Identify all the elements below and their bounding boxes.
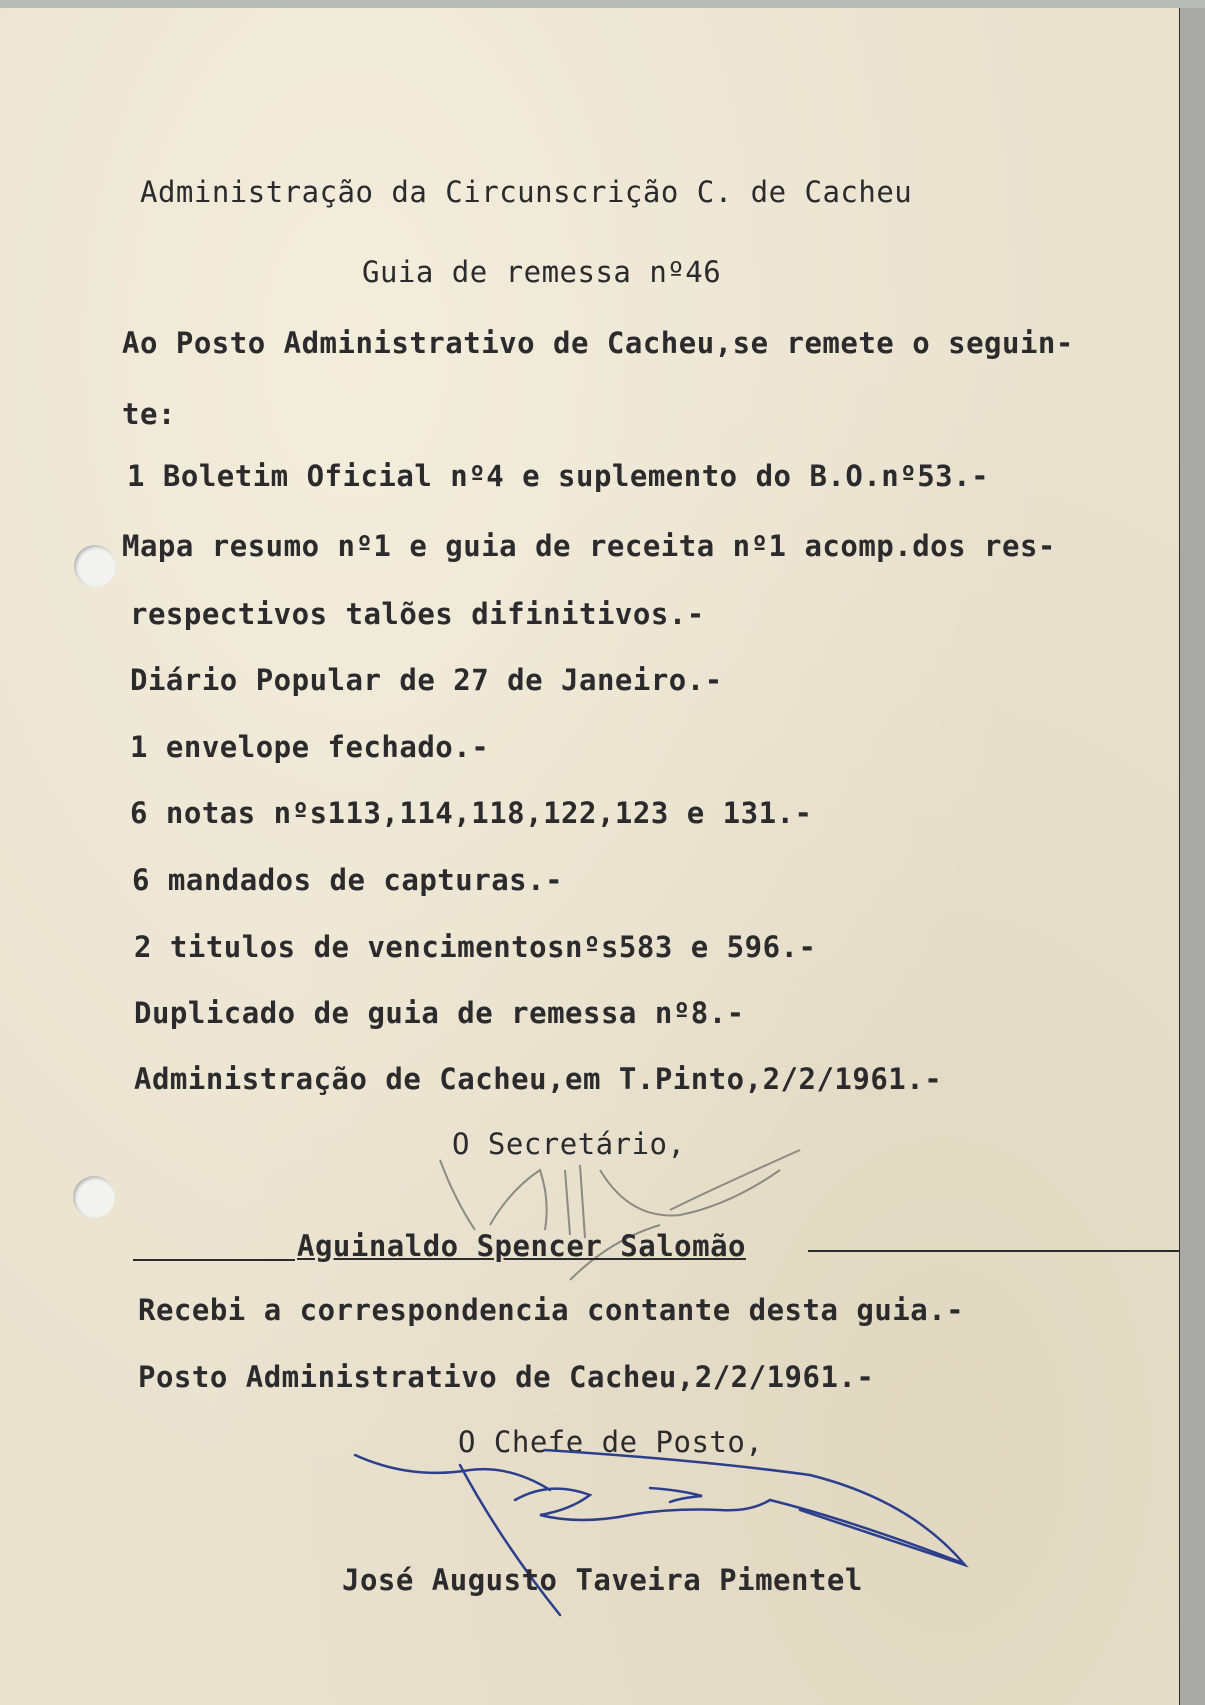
punch-hole-icon xyxy=(74,545,116,587)
list-item-continued: respectivos talões difinitivos.- xyxy=(130,597,705,631)
document-title: Guia de remessa nº46 xyxy=(362,255,722,289)
list-item: Duplicado de guia de remessa nº8.- xyxy=(134,996,745,1030)
chief-title: O Chefe de Posto, xyxy=(458,1425,764,1459)
list-item: 6 notas nºs113,114,118,122,123 e 131.- xyxy=(130,796,813,830)
receipt-place-date: Posto Administrativo de Cacheu,2/2/1961.- xyxy=(138,1360,875,1394)
secretary-name: Aguinaldo Spencer Salomão xyxy=(297,1229,746,1263)
place-date: Administração de Cacheu,em T.Pinto,2/2/1961.- xyxy=(134,1062,943,1096)
list-item: 1 Boletim Oficial nº4 e suplemento do B.O.nº53.- xyxy=(127,459,990,493)
signature-line xyxy=(808,1250,1180,1252)
intro-line-continued: te: xyxy=(122,397,176,431)
signature-line xyxy=(133,1259,295,1261)
list-item: Mapa resumo nº1 e guia de receita nº1 acomp.dos res- xyxy=(122,529,1056,563)
chief-signature xyxy=(350,1440,1070,1640)
list-item: 2 titulos de vencimentosnºs583 e 596.- xyxy=(134,930,817,964)
chief-name: José Augusto Taveira Pimentel xyxy=(342,1563,863,1597)
document-header: Administração da Circunscrição C. de Cacheu xyxy=(140,175,913,209)
intro-line: Ao Posto Administrativo de Cacheu,se remete o seguin- xyxy=(122,326,1074,360)
list-item: Diário Popular de 27 de Janeiro.- xyxy=(130,663,723,697)
receipt-statement: Recebi a correspondencia contante desta guia.- xyxy=(138,1293,965,1327)
punch-hole-icon xyxy=(73,1176,115,1218)
secretary-signature xyxy=(430,1127,820,1310)
list-item: 6 mandados de capturas.- xyxy=(132,863,564,897)
list-item: 1 envelope fechado.- xyxy=(130,730,490,764)
secretary-title: O Secretário, xyxy=(452,1127,686,1161)
scanner-background xyxy=(1180,8,1205,1705)
